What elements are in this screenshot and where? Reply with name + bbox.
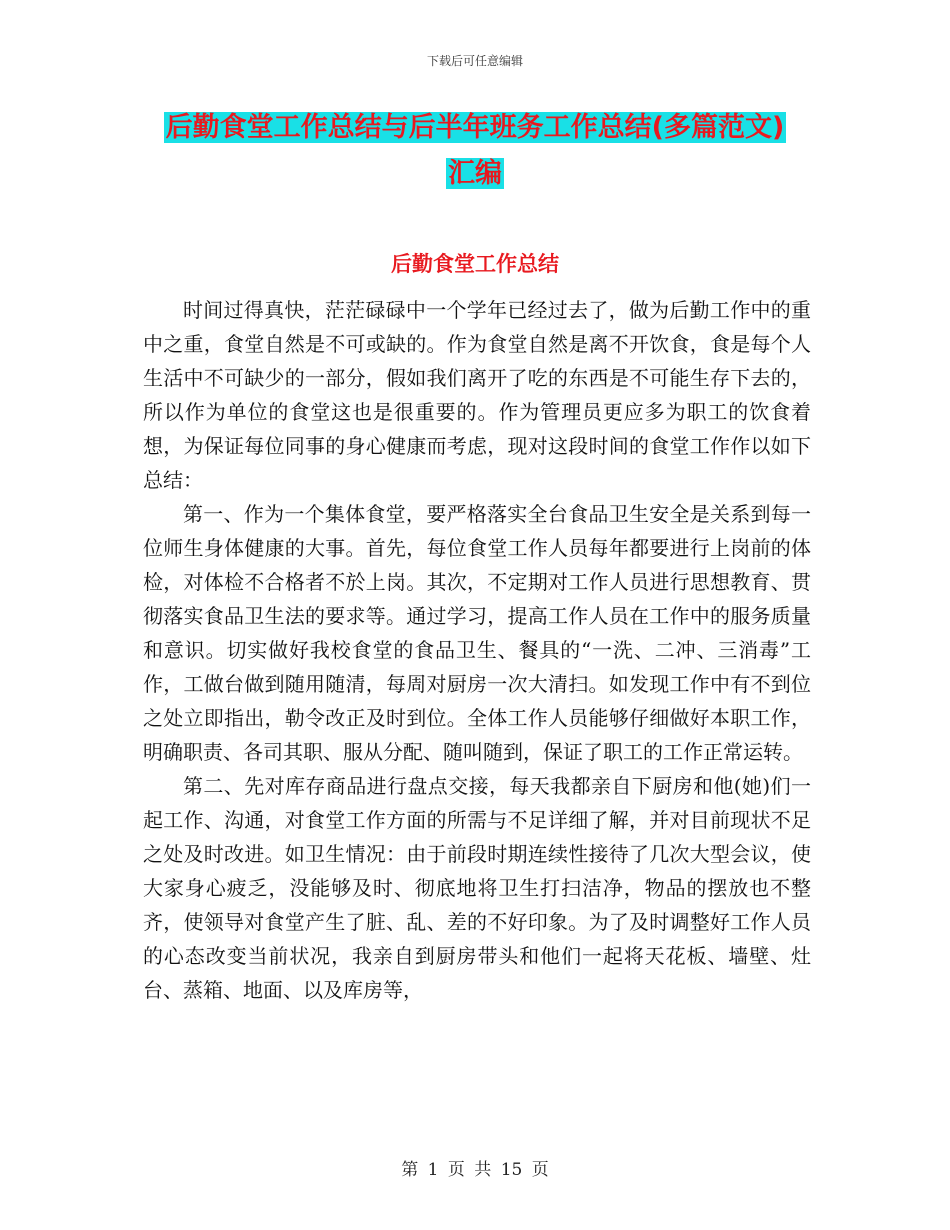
- header-note: 下载后可任意编辑: [426, 54, 523, 68]
- document-title-text-2: 汇编: [448, 158, 502, 189]
- document-title-line-2: [0, 154, 950, 194]
- paragraph-3: 第二、先对库存商品进行盘点交接，每天我都亲自下厨房和他(她)们一起工作、沟通，对食堂工作方面的所需与不足详细了解，并对目前现状不足之处及时改进。如卫生情况：由于前段时期连续性接待了几次大型会议，使大家身心疲乏，没能够及时、彻底地将卫生打扫洁净，物品的摆放也不整齐，使领导对食堂产生了脏、乱、差的不好印象。为了及时调整好工作人员的心态改变当前状况，我亲自到厨房带头和他们一起将天花板、墙壁、灶台、蒸箱、地面、以及库房等，: [143, 774, 811, 1002]
- section-title: 后勤食堂工作总结: [391, 252, 559, 276]
- page-number-footer: 第 1 页 共 15 页: [401, 1160, 549, 1180]
- paragraph-2: 第一、作为一个集体食堂，要严格落实全台食品卫生安全是关系到每一位师生身体健康的大事。首先，每位食堂工作人员每年都要进行上岗前的体检，对体检不合格者不於上岗。其次，不定期对工作人员进行思想教育、贯彻落实食品卫生法的要求等。通过学习，提高工作人员在工作中的服务质量和意识。切实做好我校食堂的食品卫生、餐具的“一洗、二冲、三消毒”工作，工做台做到随用随清，每周对厨房一次大清扫。如发现工作中有不到位之处立即指出，勒令改正及时到位。全体工作人员能够仔细做好本职工作，明确职责、各司其职、服从分配、随叫随到，保证了职工的工作正常运转。: [143, 502, 811, 764]
- document-title-line-1: [0, 108, 950, 148]
- document-title-text-1: 后勤食堂工作总结与后半年班务工作总结(多篇范文): [165, 112, 785, 143]
- paragraph-1: 时间过得真快，茫茫碌碌中一个学年已经过去了，做为后勤工作中的重中之重，食堂自然是不可或缺的。作为食堂自然是离不开饮食，食是每个人生活中不可缺少的一部分，假如我们离开了吃的东西是不可能生存下去的，所以作为单位的食堂这也是很重要的。作为管理员更应多为职工的饮食着想，为保证每位同事的身心健康而考虑，现对这段时间的食堂工作作以如下总结：: [143, 298, 811, 492]
- document-body: [143, 293, 811, 1007]
